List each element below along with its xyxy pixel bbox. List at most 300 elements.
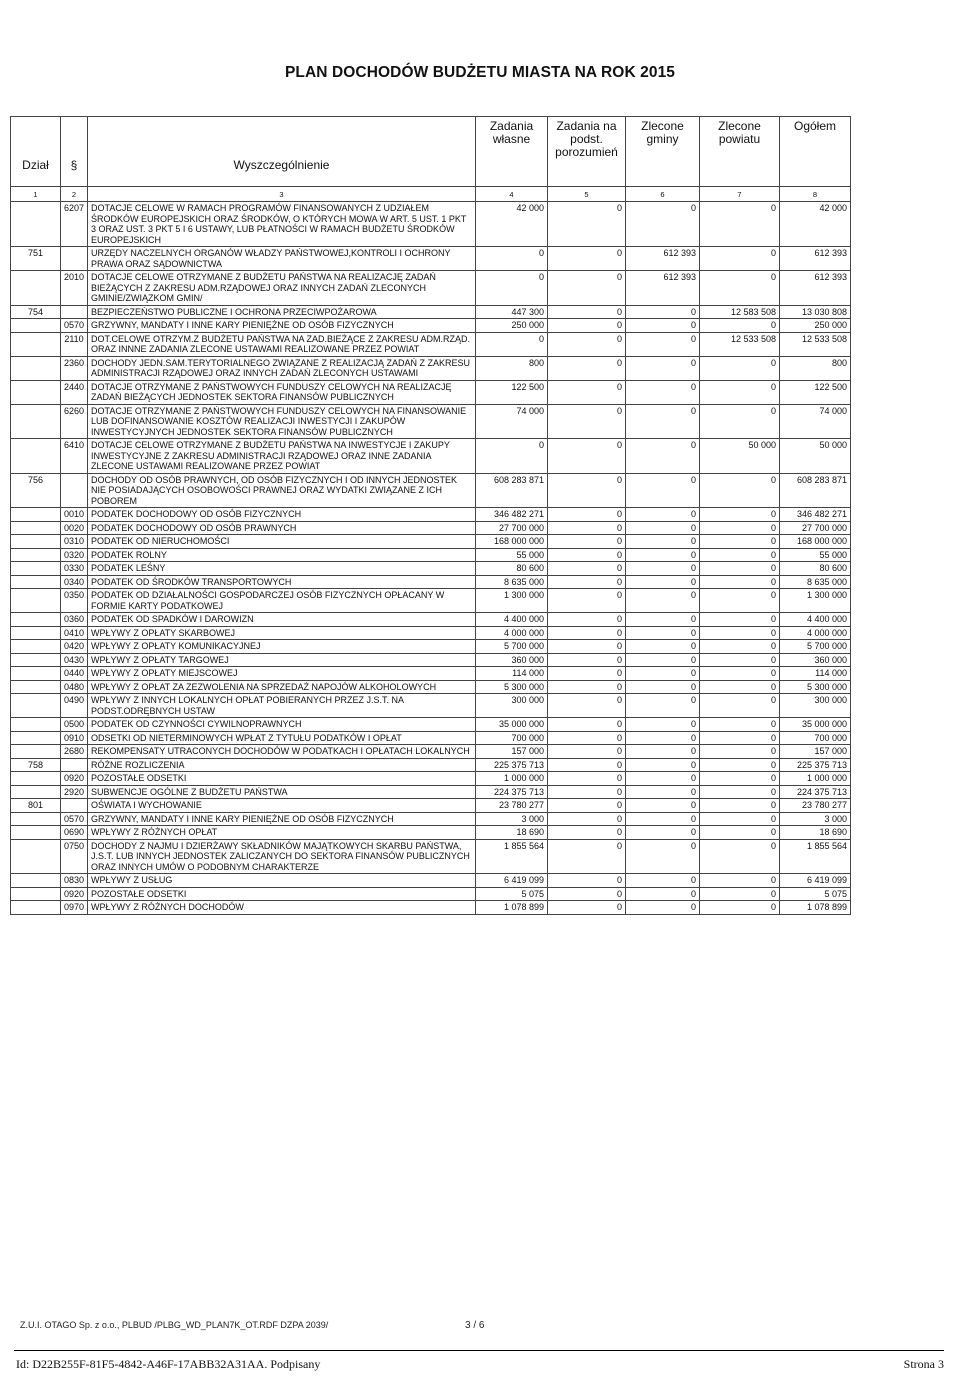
cell-zadania-wlasne: 80 600	[476, 562, 548, 576]
table-row	[11, 356, 851, 380]
cell-paragraf: 0330	[61, 562, 88, 576]
cell-zlecone-gminy: 0	[626, 305, 700, 319]
header-dzial: Dział	[11, 117, 61, 187]
cell-ogolem: 800	[780, 356, 851, 380]
table-row	[11, 772, 851, 786]
cell-wyszczegolnienie: DOCHODY JEDN.SAM.TERYTORIALNEGO ZWIĄZANE Z REALIZACJĄ ZADAŃ Z ZAKRESU ADMINISTRACJI RZĄDOWEJ ORAZ INNYCH ZADAŃ ZLECONYCH USTAWAMI	[88, 356, 476, 380]
cell-zlecone-gminy: 0	[626, 202, 700, 247]
cell-zadania-porozumien: 0	[548, 887, 626, 901]
cell-wyszczegolnienie: REKOMPENSATY UTRACONYCH DOCHODÓW W PODATKACH I OPŁATACH LOKALNYCH	[88, 745, 476, 759]
cell-zlecone-gminy: 0	[626, 839, 700, 874]
cell-wyszczegolnienie: DOCHODY Z NAJMU I DZIERŻAWY SKŁADNIKÓW MAJĄTKOWYCH SKARBU PAŃSTWA, J.S.T. LUB INNYCH JEDNOSTEK ZALICZANYCH DO SEKTORA FINANSÓW PUBLICZNYCH ORAZ INNYCH UMÓW O PODOBNYM CHARAKTERZE	[88, 839, 476, 874]
cell-paragraf: 0570	[61, 812, 88, 826]
cell-zlecone-gminy: 0	[626, 473, 700, 508]
table-row	[11, 439, 851, 474]
cell-paragraf	[61, 799, 88, 813]
cell-wyszczegolnienie: PODATEK OD SPADKÓW I DAROWIZN	[88, 613, 476, 627]
cell-paragraf: 2010	[61, 271, 88, 306]
table-row	[11, 508, 851, 522]
table-row	[11, 785, 851, 799]
cell-paragraf: 0320	[61, 548, 88, 562]
cell-dzial	[11, 812, 61, 826]
table-row	[11, 667, 851, 681]
cell-paragraf: 0410	[61, 626, 88, 640]
footer-document-id: Id: D22B255F-81F5-4842-A46F-17ABB32A31AA. Podpisany	[16, 1357, 321, 1371]
column-number: 7	[700, 187, 780, 202]
cell-wyszczegolnienie: WPŁYWY Z RÓŻNYCH OPŁAT	[88, 826, 476, 840]
cell-zadania-porozumien: 0	[548, 680, 626, 694]
cell-paragraf: 0440	[61, 667, 88, 681]
table-row	[11, 887, 851, 901]
cell-wyszczegolnienie: WPŁYWY Z OPŁATY SKARBOWEJ	[88, 626, 476, 640]
cell-dzial	[11, 680, 61, 694]
cell-dzial	[11, 694, 61, 718]
cell-dzial	[11, 404, 61, 439]
cell-zadania-wlasne: 300 000	[476, 694, 548, 718]
cell-wyszczegolnienie: PODATEK OD NIERUCHOMOŚCI	[88, 535, 476, 549]
cell-ogolem: 27 700 000	[780, 521, 851, 535]
cell-zadania-porozumien: 0	[548, 874, 626, 888]
cell-dzial	[11, 785, 61, 799]
cell-ogolem: 3 000	[780, 812, 851, 826]
cell-ogolem: 13 030 808	[780, 305, 851, 319]
cell-zadania-wlasne: 1 855 564	[476, 839, 548, 874]
cell-paragraf: 2110	[61, 332, 88, 356]
cell-wyszczegolnienie: WPŁYWY Z OPŁATY KOMUNIKACYJNEJ	[88, 640, 476, 654]
cell-zadania-porozumien: 0	[548, 305, 626, 319]
cell-zlecone-powiatu: 0	[700, 901, 780, 915]
column-number: 3	[88, 187, 476, 202]
cell-paragraf: 0570	[61, 319, 88, 333]
column-number: 5	[548, 187, 626, 202]
cell-zadania-wlasne: 447 300	[476, 305, 548, 319]
cell-zlecone-gminy: 0	[626, 874, 700, 888]
cell-dzial: 758	[11, 758, 61, 772]
cell-paragraf: 0500	[61, 718, 88, 732]
cell-zlecone-gminy: 0	[626, 694, 700, 718]
cell-zadania-wlasne: 23 780 277	[476, 799, 548, 813]
cell-ogolem: 360 000	[780, 653, 851, 667]
cell-ogolem: 5 700 000	[780, 640, 851, 654]
cell-dzial	[11, 439, 61, 474]
cell-zlecone-powiatu: 0	[700, 887, 780, 901]
cell-ogolem: 114 000	[780, 667, 851, 681]
cell-ogolem: 35 000 000	[780, 718, 851, 732]
cell-zadania-wlasne: 55 000	[476, 548, 548, 562]
table-row	[11, 874, 851, 888]
cell-zadania-wlasne: 250 000	[476, 319, 548, 333]
cell-ogolem: 4 000 000	[780, 626, 851, 640]
cell-paragraf	[61, 305, 88, 319]
column-number-row	[11, 187, 851, 202]
cell-wyszczegolnienie: WPŁYWY Z OPŁATY MIEJSCOWEJ	[88, 667, 476, 681]
cell-zlecone-gminy: 0	[626, 332, 700, 356]
cell-ogolem: 42 000	[780, 202, 851, 247]
cell-zadania-porozumien: 0	[548, 535, 626, 549]
table-row	[11, 589, 851, 613]
cell-zlecone-powiatu: 0	[700, 812, 780, 826]
table-row	[11, 404, 851, 439]
cell-paragraf: 0830	[61, 874, 88, 888]
column-number: 4	[476, 187, 548, 202]
cell-wyszczegolnienie: DOTACJE CELOWE OTRZYMANE Z BUDŻETU PAŃSTWA NA INWESTYCJE I ZAKUPY INWESTYCYJNE Z ZAKRESU ADMINISTRACJI RZĄDOWEJ ORAZ INNE ZADANIA ZLECONE USTAWAMI REALIZOWANE PRZEZ POWIAT	[88, 439, 476, 474]
cell-wyszczegolnienie: DOTACJE CELOWE OTRZYMANE Z BUDŻETU PAŃSTWA NA REALIZACJĘ ZADAŃ BIEŻĄCYCH Z ZAKRESU ADM.RZĄDOWEJ ORAZ INNYCH ZADAŃ ZLECONYCH GMINIE/ZWIĄZKOM GMIN/	[88, 271, 476, 306]
cell-dzial: 801	[11, 799, 61, 813]
cell-zadania-wlasne: 18 690	[476, 826, 548, 840]
cell-zlecone-gminy: 0	[626, 439, 700, 474]
cell-zadania-porozumien: 0	[548, 562, 626, 576]
cell-dzial	[11, 202, 61, 247]
cell-dzial	[11, 653, 61, 667]
cell-zlecone-gminy: 0	[626, 640, 700, 654]
cell-ogolem: 608 283 871	[780, 473, 851, 508]
cell-zlecone-powiatu: 0	[700, 758, 780, 772]
cell-dzial	[11, 508, 61, 522]
cell-zlecone-powiatu: 0	[700, 535, 780, 549]
cell-zlecone-gminy: 0	[626, 562, 700, 576]
cell-zadania-wlasne: 0	[476, 439, 548, 474]
table-row	[11, 694, 851, 718]
cell-wyszczegolnienie: POZOSTAŁE ODSETKI	[88, 772, 476, 786]
cell-zadania-wlasne: 346 482 271	[476, 508, 548, 522]
cell-zlecone-powiatu: 0	[700, 380, 780, 404]
table-row	[11, 731, 851, 745]
cell-zlecone-gminy: 0	[626, 613, 700, 627]
cell-wyszczegolnienie: ODSETKI OD NIETERMINOWYCH WPŁAT Z TYTUŁU PODATKÓW I OPŁAT	[88, 731, 476, 745]
table-row	[11, 202, 851, 247]
cell-zadania-wlasne: 360 000	[476, 653, 548, 667]
cell-zadania-wlasne: 608 283 871	[476, 473, 548, 508]
table-row	[11, 575, 851, 589]
cell-zadania-wlasne: 4 400 000	[476, 613, 548, 627]
cell-zlecone-powiatu: 0	[700, 640, 780, 654]
header-wyszczegolnienie: Wyszczególnienie	[88, 117, 476, 187]
cell-dzial	[11, 772, 61, 786]
table-row	[11, 901, 851, 915]
cell-zlecone-powiatu: 0	[700, 508, 780, 522]
cell-zadania-porozumien: 0	[548, 745, 626, 759]
table-row	[11, 745, 851, 759]
cell-zadania-porozumien: 0	[548, 202, 626, 247]
table-row	[11, 680, 851, 694]
footer-document-reference: Z.U.I. OTAGO Sp. z o.o., PLBUD /PLBG_WD_PLAN7K_OT.RDF DZPA 2039/	[20, 1320, 329, 1330]
cell-paragraf: 2920	[61, 785, 88, 799]
cell-dzial	[11, 826, 61, 840]
cell-zlecone-gminy: 0	[626, 812, 700, 826]
cell-zlecone-gminy: 612 393	[626, 271, 700, 306]
cell-zlecone-gminy: 0	[626, 680, 700, 694]
cell-zadania-porozumien: 0	[548, 653, 626, 667]
cell-wyszczegolnienie: WPŁYWY Z OPŁATY TARGOWEJ	[88, 653, 476, 667]
cell-wyszczegolnienie: BEZPIECZEŃSTWO PUBLICZNE I OCHRONA PRZECIWPOŻAROWA	[88, 305, 476, 319]
cell-ogolem: 1 000 000	[780, 772, 851, 786]
footer-page-number: 3 / 6	[465, 1320, 485, 1331]
cell-zlecone-powiatu: 0	[700, 694, 780, 718]
cell-wyszczegolnienie: DOTACJE CELOWE W RAMACH PROGRAMÓW FINANSOWANYCH Z UDZIAŁEM ŚRODKÓW EUROPEJSKICH ORAZ ŚRODKÓW, O KTÓRYCH MOWA W ART. 5 UST. 1 PKT 3 ORAZ UST. 3 PKT 5 I 6 USTAWY, LUB PŁATNOŚCI W RAMACH BUDŻETU ŚRODKÓW EUROPEJSKICH	[88, 202, 476, 247]
cell-wyszczegolnienie: PODATEK OD ŚRODKÓW TRANSPORTOWYCH	[88, 575, 476, 589]
cell-zadania-porozumien: 0	[548, 356, 626, 380]
header-ogolem: Ogółem	[780, 117, 851, 187]
cell-zadania-wlasne: 1 078 899	[476, 901, 548, 915]
cell-zadania-porozumien: 0	[548, 575, 626, 589]
cell-dzial	[11, 718, 61, 732]
cell-dzial	[11, 626, 61, 640]
cell-zlecone-powiatu: 12 533 508	[700, 332, 780, 356]
table-row	[11, 626, 851, 640]
cell-zlecone-powiatu: 0	[700, 731, 780, 745]
cell-zlecone-powiatu: 0	[700, 356, 780, 380]
cell-ogolem: 224 375 713	[780, 785, 851, 799]
cell-paragraf: 0690	[61, 826, 88, 840]
cell-zlecone-powiatu: 0	[700, 521, 780, 535]
cell-wyszczegolnienie: PODATEK DOCHODOWY OD OSÓB PRAWNYCH	[88, 521, 476, 535]
cell-dzial	[11, 613, 61, 627]
cell-paragraf: 0340	[61, 575, 88, 589]
cell-zadania-porozumien: 0	[548, 694, 626, 718]
cell-zlecone-powiatu: 0	[700, 653, 780, 667]
cell-zlecone-powiatu: 0	[700, 874, 780, 888]
header-zadania-porozumien: Zadania na podst. porozumień	[548, 117, 626, 187]
cell-zlecone-powiatu: 0	[700, 575, 780, 589]
cell-wyszczegolnienie: POZOSTAŁE ODSETKI	[88, 887, 476, 901]
cell-zadania-porozumien: 0	[548, 247, 626, 271]
cell-zadania-wlasne: 42 000	[476, 202, 548, 247]
cell-dzial	[11, 356, 61, 380]
cell-zadania-wlasne: 122 500	[476, 380, 548, 404]
cell-zlecone-powiatu: 0	[700, 785, 780, 799]
cell-wyszczegolnienie: DOTACJE OTRZYMANE Z PAŃSTWOWYCH FUNDUSZY CELOWYCH NA FINANSOWANIE LUB DOFINANSOWANIE KOSZTÓW REALIZACJI INWESTYCJI I ZAKUPÓW INWESTYCYJNYCH JEDNOSTEK SEKTORA FINANSÓW PUBLICZNYCH	[88, 404, 476, 439]
footer-divider	[14, 1350, 944, 1351]
cell-zlecone-powiatu: 0	[700, 404, 780, 439]
page-title: PLAN DOCHODÓW BUDŻETU MIASTA NA ROK 2015	[284, 64, 676, 81]
cell-zadania-porozumien: 0	[548, 640, 626, 654]
cell-zadania-porozumien: 0	[548, 439, 626, 474]
table-row	[11, 839, 851, 874]
cell-dzial	[11, 874, 61, 888]
column-number: 2	[61, 187, 88, 202]
cell-zadania-porozumien: 0	[548, 901, 626, 915]
cell-zlecone-gminy: 0	[626, 785, 700, 799]
cell-ogolem: 250 000	[780, 319, 851, 333]
cell-dzial	[11, 548, 61, 562]
column-number: 6	[626, 187, 700, 202]
cell-paragraf: 0920	[61, 887, 88, 901]
table-row	[11, 562, 851, 576]
cell-ogolem: 6 419 099	[780, 874, 851, 888]
table-row	[11, 332, 851, 356]
cell-paragraf: 2680	[61, 745, 88, 759]
cell-zadania-porozumien: 0	[548, 380, 626, 404]
cell-zadania-porozumien: 0	[548, 785, 626, 799]
cell-zlecone-gminy: 0	[626, 667, 700, 681]
cell-ogolem: 80 600	[780, 562, 851, 576]
cell-zadania-porozumien: 0	[548, 626, 626, 640]
cell-zadania-porozumien: 0	[548, 589, 626, 613]
table-row	[11, 653, 851, 667]
column-number: 8	[780, 187, 851, 202]
cell-zlecone-gminy: 0	[626, 745, 700, 759]
table-row	[11, 826, 851, 840]
table-row	[11, 535, 851, 549]
cell-zadania-wlasne: 3 000	[476, 812, 548, 826]
cell-dzial	[11, 535, 61, 549]
cell-dzial	[11, 380, 61, 404]
table-row	[11, 640, 851, 654]
cell-paragraf: 6410	[61, 439, 88, 474]
cell-zlecone-powiatu: 0	[700, 319, 780, 333]
cell-dzial: 754	[11, 305, 61, 319]
cell-zadania-porozumien: 0	[548, 799, 626, 813]
cell-paragraf: 2360	[61, 356, 88, 380]
cell-zadania-porozumien: 0	[548, 473, 626, 508]
cell-zadania-porozumien: 0	[548, 839, 626, 874]
cell-wyszczegolnienie: PODATEK OD CZYNNOŚCI CYWILNOPRAWNYCH	[88, 718, 476, 732]
cell-zadania-porozumien: 0	[548, 319, 626, 333]
header-zadania-wlasne: Zadania własne	[476, 117, 548, 187]
cell-paragraf: 0010	[61, 508, 88, 522]
cell-zadania-wlasne: 6 419 099	[476, 874, 548, 888]
cell-zlecone-powiatu: 0	[700, 826, 780, 840]
cell-wyszczegolnienie: PODATEK OD DZIAŁALNOŚCI GOSPODARCZEJ OSÓB FIZYCZNYCH OPŁACANY W FORMIE KARTY PODATKOWEJ	[88, 589, 476, 613]
cell-ogolem: 346 482 271	[780, 508, 851, 522]
cell-zlecone-powiatu: 0	[700, 613, 780, 627]
cell-ogolem: 5 300 000	[780, 680, 851, 694]
cell-ogolem: 1 855 564	[780, 839, 851, 874]
cell-zadania-wlasne: 114 000	[476, 667, 548, 681]
cell-paragraf: 6260	[61, 404, 88, 439]
table-row	[11, 521, 851, 535]
cell-zadania-wlasne: 0	[476, 271, 548, 306]
cell-paragraf: 0350	[61, 589, 88, 613]
cell-dzial	[11, 562, 61, 576]
cell-zadania-wlasne: 1 000 000	[476, 772, 548, 786]
cell-zlecone-gminy: 612 393	[626, 247, 700, 271]
cell-paragraf: 0480	[61, 680, 88, 694]
footer-strona: Strona 3	[903, 1357, 944, 1371]
cell-paragraf: 0910	[61, 731, 88, 745]
cell-paragraf	[61, 247, 88, 271]
cell-dzial	[11, 839, 61, 874]
cell-dzial	[11, 901, 61, 915]
cell-paragraf: 0920	[61, 772, 88, 786]
cell-wyszczegolnienie: PODATEK ROLNY	[88, 548, 476, 562]
cell-zadania-porozumien: 0	[548, 521, 626, 535]
cell-dzial: 756	[11, 473, 61, 508]
cell-wyszczegolnienie: OŚWIATA I WYCHOWANIE	[88, 799, 476, 813]
cell-zlecone-gminy: 0	[626, 380, 700, 404]
table-row	[11, 718, 851, 732]
cell-ogolem: 612 393	[780, 247, 851, 271]
cell-zadania-porozumien: 0	[548, 271, 626, 306]
cell-paragraf: 0430	[61, 653, 88, 667]
cell-zadania-porozumien: 0	[548, 826, 626, 840]
table-row	[11, 380, 851, 404]
table-row	[11, 305, 851, 319]
cell-paragraf	[61, 758, 88, 772]
table-row	[11, 812, 851, 826]
cell-zlecone-gminy: 0	[626, 758, 700, 772]
cell-zlecone-gminy: 0	[626, 589, 700, 613]
cell-zadania-wlasne: 5 075	[476, 887, 548, 901]
cell-zadania-wlasne: 800	[476, 356, 548, 380]
cell-zadania-porozumien: 0	[548, 718, 626, 732]
table-row	[11, 473, 851, 508]
cell-dzial	[11, 731, 61, 745]
cell-zadania-wlasne: 8 635 000	[476, 575, 548, 589]
cell-wyszczegolnienie: DOT.CELOWE OTRZYM.Z BUDŻETU PAŃSTWA NA ZAD.BIEŻĄCE Z ZAKRESU ADM.RZĄD. ORAZ INNNE ZADANIA ZLECONE USTAWAMI REALIZOWANE PRZEZ POWIAT	[88, 332, 476, 356]
cell-zlecone-powiatu: 0	[700, 718, 780, 732]
cell-ogolem: 122 500	[780, 380, 851, 404]
header-zlecone-gminy: Zlecone gminy	[626, 117, 700, 187]
cell-zlecone-powiatu: 0	[700, 799, 780, 813]
cell-zlecone-gminy: 0	[626, 535, 700, 549]
cell-ogolem: 12 533 508	[780, 332, 851, 356]
cell-paragraf	[61, 473, 88, 508]
cell-zadania-wlasne: 168 000 000	[476, 535, 548, 549]
cell-zadania-porozumien: 0	[548, 332, 626, 356]
table-row	[11, 247, 851, 271]
table-row	[11, 271, 851, 306]
cell-paragraf: 2440	[61, 380, 88, 404]
cell-zlecone-powiatu: 0	[700, 680, 780, 694]
cell-zadania-wlasne: 0	[476, 247, 548, 271]
cell-zlecone-powiatu: 0	[700, 247, 780, 271]
cell-zadania-wlasne: 1 300 000	[476, 589, 548, 613]
cell-zlecone-gminy: 0	[626, 901, 700, 915]
cell-zlecone-gminy: 0	[626, 718, 700, 732]
cell-wyszczegolnienie: DOTACJE OTRZYMANE Z PAŃSTWOWYCH FUNDUSZY CELOWYCH NA REALIZACJĘ ZADAŃ BIEŻĄCYCH JEDNOSTEK SEKTORA FINANSÓW PUBLICZNYCH	[88, 380, 476, 404]
cell-dzial: 751	[11, 247, 61, 271]
cell-paragraf: 0420	[61, 640, 88, 654]
cell-ogolem: 225 375 713	[780, 758, 851, 772]
cell-wyszczegolnienie: WPŁYWY Z OPŁAT ZA ZEZWOLENIA NA SPRZEDAŻ NAPOJÓW ALKOHOLOWYCH	[88, 680, 476, 694]
cell-ogolem: 612 393	[780, 271, 851, 306]
cell-zlecone-powiatu: 0	[700, 562, 780, 576]
cell-ogolem: 168 000 000	[780, 535, 851, 549]
cell-zlecone-gminy: 0	[626, 826, 700, 840]
cell-paragraf: 0310	[61, 535, 88, 549]
cell-zlecone-powiatu: 12 583 508	[700, 305, 780, 319]
cell-ogolem: 157 000	[780, 745, 851, 759]
cell-zlecone-powiatu: 0	[700, 589, 780, 613]
cell-zadania-porozumien: 0	[548, 772, 626, 786]
table-row	[11, 613, 851, 627]
header-paragraf: §	[61, 117, 88, 187]
cell-zlecone-powiatu: 0	[700, 548, 780, 562]
cell-zlecone-powiatu: 0	[700, 626, 780, 640]
cell-wyszczegolnienie: GRZYWNY, MANDATY I INNE KARY PIENIĘŻNE OD OSÓB FIZYCZNYCH	[88, 319, 476, 333]
cell-zlecone-powiatu: 0	[700, 202, 780, 247]
cell-zlecone-powiatu: 0	[700, 839, 780, 874]
cell-zadania-wlasne: 4 000 000	[476, 626, 548, 640]
cell-wyszczegolnienie: PODATEK DOCHODOWY OD OSÓB FIZYCZNYCH	[88, 508, 476, 522]
cell-wyszczegolnienie: WPŁYWY Z INNYCH LOKALNYCH OPŁAT POBIERANYCH PRZEZ J.S.T. NA PODST.ODRĘBNYCH USTAW	[88, 694, 476, 718]
cell-ogolem: 300 000	[780, 694, 851, 718]
cell-zlecone-gminy: 0	[626, 887, 700, 901]
cell-ogolem: 74 000	[780, 404, 851, 439]
cell-dzial	[11, 521, 61, 535]
cell-dzial	[11, 575, 61, 589]
table-row	[11, 548, 851, 562]
cell-zadania-wlasne: 74 000	[476, 404, 548, 439]
cell-zlecone-gminy: 0	[626, 626, 700, 640]
cell-zadania-wlasne: 225 375 713	[476, 758, 548, 772]
cell-dzial	[11, 887, 61, 901]
cell-paragraf: 0970	[61, 901, 88, 915]
cell-zadania-porozumien: 0	[548, 508, 626, 522]
cell-paragraf: 0490	[61, 694, 88, 718]
cell-zadania-wlasne: 35 000 000	[476, 718, 548, 732]
